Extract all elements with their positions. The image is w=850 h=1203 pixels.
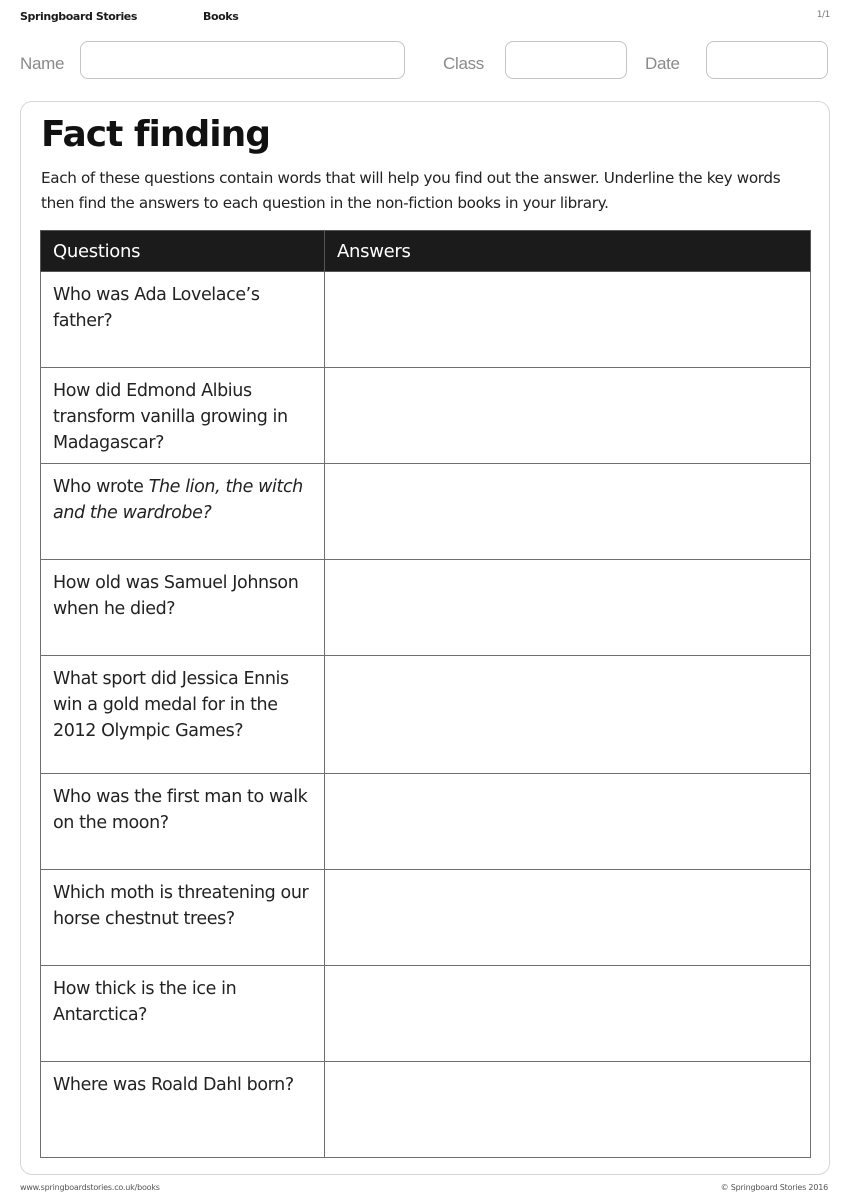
answer-cell[interactable] [325, 656, 811, 774]
page-header [20, 10, 830, 26]
answer-cell[interactable] [325, 1062, 811, 1158]
brand-name: Springboard Stories [20, 10, 138, 23]
date-field[interactable] [706, 41, 828, 79]
table-row [41, 1062, 811, 1158]
answer-cell[interactable] [325, 272, 811, 368]
table-row [41, 464, 811, 560]
answer-cell[interactable] [325, 368, 811, 464]
book-title: The lion, the witch and the wardrobe [53, 477, 303, 523]
answer-cell[interactable] [325, 966, 811, 1062]
question-cell [41, 464, 325, 560]
footer-url: www.springboardstories.co.uk/books [20, 1183, 160, 1192]
answer-cell[interactable] [325, 870, 811, 966]
table-header-row [41, 231, 811, 272]
questions-header: Questions [41, 231, 325, 272]
question-text: Who wrote [53, 477, 149, 497]
question-cell: How did Edmond Albius transform vanilla growing in Madagascar? [41, 368, 325, 464]
name-field[interactable] [80, 41, 405, 79]
table-row [41, 656, 811, 774]
answers-header: Answers [325, 231, 811, 272]
question-cell: How thick is the ice in Antarctica? [41, 966, 325, 1062]
question-cell: Who was Ada Lovelace’s father? [41, 272, 325, 368]
worksheet-title: Fact finding [41, 114, 270, 155]
student-details [20, 40, 830, 84]
page-count: 1/1 [816, 10, 830, 20]
worksheet-instructions: Each of these questions contain words that will help you find out the answer. Underline the key words then find the answers to each question in the non-fiction books in your library. [41, 169, 781, 212]
question-mark: ? [202, 503, 212, 523]
question-cell: Where was Roald Dahl born? [41, 1062, 325, 1158]
table-row [41, 870, 811, 966]
date-label: Date [645, 54, 680, 73]
class-field[interactable] [505, 41, 627, 79]
questions-table [40, 230, 811, 1158]
footer-copyright: © Springboard Stories 2016 [720, 1183, 828, 1192]
question-cell: Which moth is threatening our horse chestnut trees? [41, 870, 325, 966]
class-label: Class [443, 54, 485, 73]
answer-cell[interactable] [325, 774, 811, 870]
question-cell: Who was the first man to walk on the moon? [41, 774, 325, 870]
table-row [41, 774, 811, 870]
answer-cell[interactable] [325, 464, 811, 560]
table-row [41, 966, 811, 1062]
section-name: Books [203, 10, 239, 23]
answer-cell[interactable] [325, 560, 811, 656]
table-row [41, 368, 811, 464]
table-row [41, 272, 811, 368]
name-label: Name [20, 54, 65, 73]
question-cell: What sport did Jessica Ennis win a gold medal for in the 2012 Olympic Games? [41, 656, 325, 774]
table-row [41, 560, 811, 656]
question-cell: How old was Samuel Johnson when he died? [41, 560, 325, 656]
